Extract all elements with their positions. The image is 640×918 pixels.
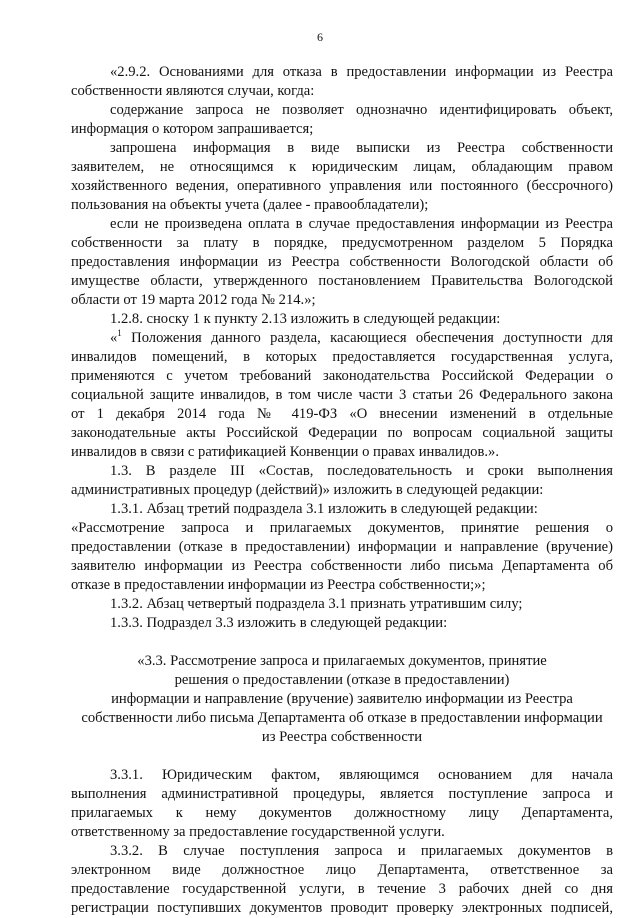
text-line: заявителем, не относящимся к юридическим лицам, обладающим правом <box>71 159 613 175</box>
text-line: предоставление государственной услуги, в течение 3 рабочих дней со дня <box>71 881 613 897</box>
footnote-line <box>110 329 613 348</box>
section-heading-line: собственности либо письма Департамента об отказе в предоставлении информации <box>81 710 603 726</box>
text-line: электронном виде должностное лицо Департамента, ответственное за <box>71 862 613 878</box>
text-span: Положения данного раздела, касающиеся обеспечения доступности для <box>131 330 613 346</box>
page-number: 6 <box>317 30 323 44</box>
text-line: отказе в предоставлении информации из Реестра собственности;»; <box>71 577 486 593</box>
text-line: предоставлении (отказе в предоставлении) информации и направление (вручение) <box>71 539 613 555</box>
text-line: если не произведена оплата в случае предоставления информации из Реестра <box>110 216 613 232</box>
text-line: «Рассмотрение запроса и прилагаемых документов, принятие решения о <box>71 520 613 536</box>
text-line: «2.9.2. Основаниями для отказа в предоставлении информации из Реестра <box>110 64 613 80</box>
text-line: 1.3.1. Абзац третий подраздела 3.1 изложить в следующей редакции: <box>110 501 538 517</box>
text-line: 3.3.1. Юридическим фактом, являющимся основанием для начала <box>110 767 613 783</box>
text-line: 1.3. В разделе III «Состав, последовательность и сроки выполнения <box>110 463 613 479</box>
text-line: социальной защите инвалидов, в том числе части 3 статьи 26 Федерального закона <box>71 387 613 403</box>
text-line: имуществе области, утвержденного постановлением Правительства Вологодской <box>71 273 613 289</box>
text-line: регистрации поступивших документов проводит проверку электронных подписей, <box>71 900 613 916</box>
footnote-marker: 1 <box>117 328 122 339</box>
text-line: информация о котором запрашивается; <box>71 121 314 137</box>
text-line: собственности за плату в порядке, предусмотренном разделом 5 Порядка <box>71 235 613 251</box>
text-line: пользования на объекты учета (далее - правообладатели); <box>71 197 429 213</box>
text-line: применяются с учетом требований законодательства Российской Федерации о <box>71 368 613 384</box>
text-line: инвалидов помещений, в которых предоставляется государственная услуга, <box>71 349 613 365</box>
text-line: инвалидов в связи с ратификацией Конвенции о правах инвалидов.». <box>71 444 499 460</box>
text-line: области от 19 марта 2012 года № 214.»; <box>71 292 316 308</box>
text-line: заявителю информации из Реестра собственности либо письма Департамента об <box>71 558 613 574</box>
text-line: прилагаемых к нему документов должностному лицу Департамента, <box>71 805 613 821</box>
text-line: хозяйственного ведения, оперативного управления или постоянного (бессрочного) <box>71 178 613 194</box>
text-line: запрошена информация в виде выписки из Реестра собственности <box>110 140 613 156</box>
text-line: выполнения административной процедуры, является поступление запроса и <box>71 786 613 802</box>
text-line: административных процедур (действий)» изложить в следующей редакции: <box>71 482 544 498</box>
text-line: 1.2.8. сноску 1 к пункту 2.13 изложить в следующей редакции: <box>110 311 501 327</box>
section-heading-line: «3.3. Рассмотрение запроса и прилагаемых документов, принятие <box>137 653 547 669</box>
text-line: собственности являются случаи, когда: <box>71 83 315 99</box>
open-quote: « <box>110 330 118 346</box>
section-heading-line: решения о предоставлении (отказе в предоставлении) <box>174 672 510 688</box>
text-line: предоставления информации из Реестра собственности Вологодской области об <box>71 254 613 270</box>
text-line: ответственному за предоставление государственной услуги. <box>71 824 445 840</box>
text-line: 3.3.2. В случае поступления запроса и прилагаемых документов в <box>110 843 613 859</box>
text-line: законодательные акты Российской Федерации по вопросам социальной защиты <box>71 425 613 441</box>
text-line: от 1 декабря 2014 года № 419-ФЗ «О внесении изменений в отдельные <box>71 406 613 422</box>
section-heading-line: информации и направление (вручение) заявителю информации из Реестра <box>111 691 573 707</box>
text-line: 1.3.3. Подраздел 3.3 изложить в следующей редакции: <box>110 615 448 631</box>
text-line: 1.3.2. Абзац четвертый подраздела 3.1 признать утратившим силу; <box>110 596 523 612</box>
text-line: содержание запроса не позволяет однозначно идентифицировать объект, <box>110 102 613 118</box>
section-heading-line: из Реестра собственности <box>261 729 423 745</box>
